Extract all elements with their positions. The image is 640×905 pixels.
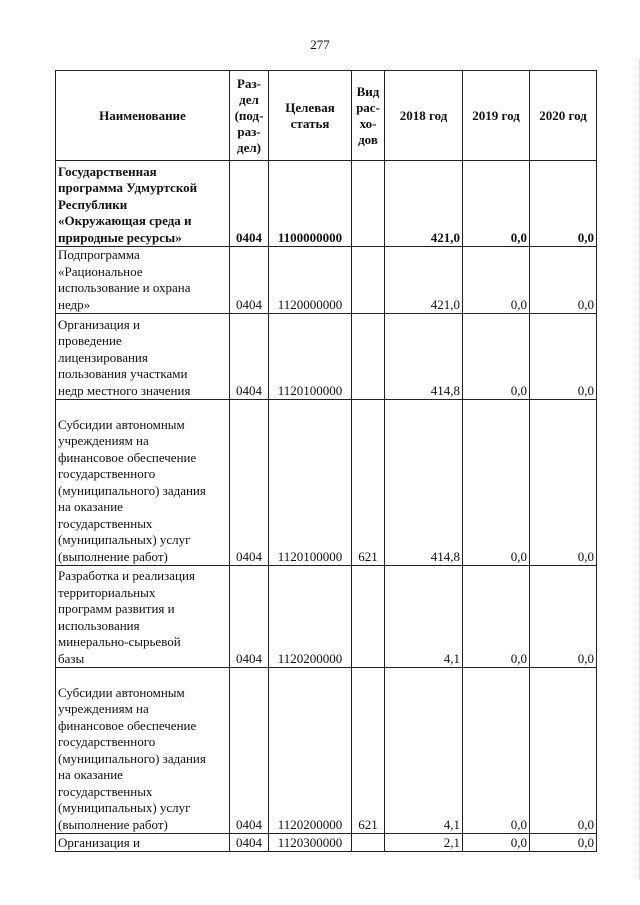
row-section: 0404 <box>230 161 269 247</box>
row-name: Субсидии автономным учреждениям на финансовое обеспечение государственного (муниципального) задания на оказание государственных (муниципальных) услуг (выполнение работ) <box>56 668 230 834</box>
page-number: 277 <box>310 37 330 52</box>
table-row <box>56 161 597 247</box>
row-name: Организация и проведение лицензирования пользования участками недр местного значения <box>56 314 230 400</box>
row-2020: 0,0 <box>530 400 597 566</box>
row-target: 1100000000 <box>269 161 352 247</box>
row-2019: 0,0 <box>463 834 530 852</box>
table-row <box>56 566 597 668</box>
row-section: 0404 <box>230 247 269 314</box>
row-2018: 414,8 <box>385 314 463 400</box>
row-2019: 0,0 <box>463 161 530 247</box>
row-2020: 0,0 <box>530 161 597 247</box>
row-target: 1120200000 <box>269 566 352 668</box>
row-name: Подпрограмма «Рациональное использование и охрана недр» <box>56 247 230 314</box>
header-target: Целевая статья <box>269 71 352 161</box>
header-2019: 2019 год <box>463 71 530 161</box>
table-row <box>56 314 597 400</box>
row-2019: 0,0 <box>463 247 530 314</box>
header-2020: 2020 год <box>530 71 597 161</box>
row-section: 0404 <box>230 566 269 668</box>
row-2018: 414,8 <box>385 400 463 566</box>
row-name: Разработка и реализация территориальных программ развития и использования минерально-сырьевой базы <box>56 566 230 668</box>
table-row <box>56 834 597 852</box>
row-2019: 0,0 <box>463 400 530 566</box>
row-expense <box>352 314 385 400</box>
table-row <box>56 247 597 314</box>
row-2019: 0,0 <box>463 314 530 400</box>
row-2018: 2,1 <box>385 834 463 852</box>
scan-edge <box>633 60 640 880</box>
row-name: Государственная программа Удмуртской Республики «Окружающая среда и природные ресурсы» <box>56 161 230 247</box>
row-2020: 0,0 <box>530 834 597 852</box>
row-target: 1120100000 <box>269 314 352 400</box>
row-expense <box>352 834 385 852</box>
row-section: 0404 <box>230 314 269 400</box>
row-target: 1120100000 <box>269 400 352 566</box>
row-expense: 621 <box>352 668 385 834</box>
budget-table <box>55 70 597 852</box>
row-2019: 0,0 <box>463 668 530 834</box>
row-2018: 4,1 <box>385 668 463 834</box>
row-expense <box>352 161 385 247</box>
header-expense: Вид рас- хо- дов <box>352 71 385 161</box>
row-section: 0404 <box>230 668 269 834</box>
header-section: Раз- дел (под- раз- дел) <box>230 71 269 161</box>
row-target: 1120000000 <box>269 247 352 314</box>
row-target: 1120200000 <box>269 668 352 834</box>
row-section: 0404 <box>230 400 269 566</box>
header-row <box>56 71 597 161</box>
row-2018: 421,0 <box>385 247 463 314</box>
row-2020: 0,0 <box>530 247 597 314</box>
row-section: 0404 <box>230 834 269 852</box>
row-2018: 4,1 <box>385 566 463 668</box>
row-2018: 421,0 <box>385 161 463 247</box>
row-2020: 0,0 <box>530 668 597 834</box>
header-2018: 2018 год <box>385 71 463 161</box>
table-row <box>56 400 597 566</box>
row-name: Субсидии автономным учреждениям на финансовое обеспечение государственного (муниципального) задания на оказание государственных (муниципальных) услуг (выполнение работ) <box>56 400 230 566</box>
row-2020: 0,0 <box>530 566 597 668</box>
row-expense <box>352 247 385 314</box>
row-name: Организация и <box>56 834 230 852</box>
table-body <box>56 161 597 852</box>
row-expense: 621 <box>352 400 385 566</box>
header-name: Наименование <box>56 71 230 161</box>
row-expense <box>352 566 385 668</box>
row-target: 1120300000 <box>269 834 352 852</box>
row-2019: 0,0 <box>463 566 530 668</box>
row-2020: 0,0 <box>530 314 597 400</box>
table-row <box>56 668 597 834</box>
